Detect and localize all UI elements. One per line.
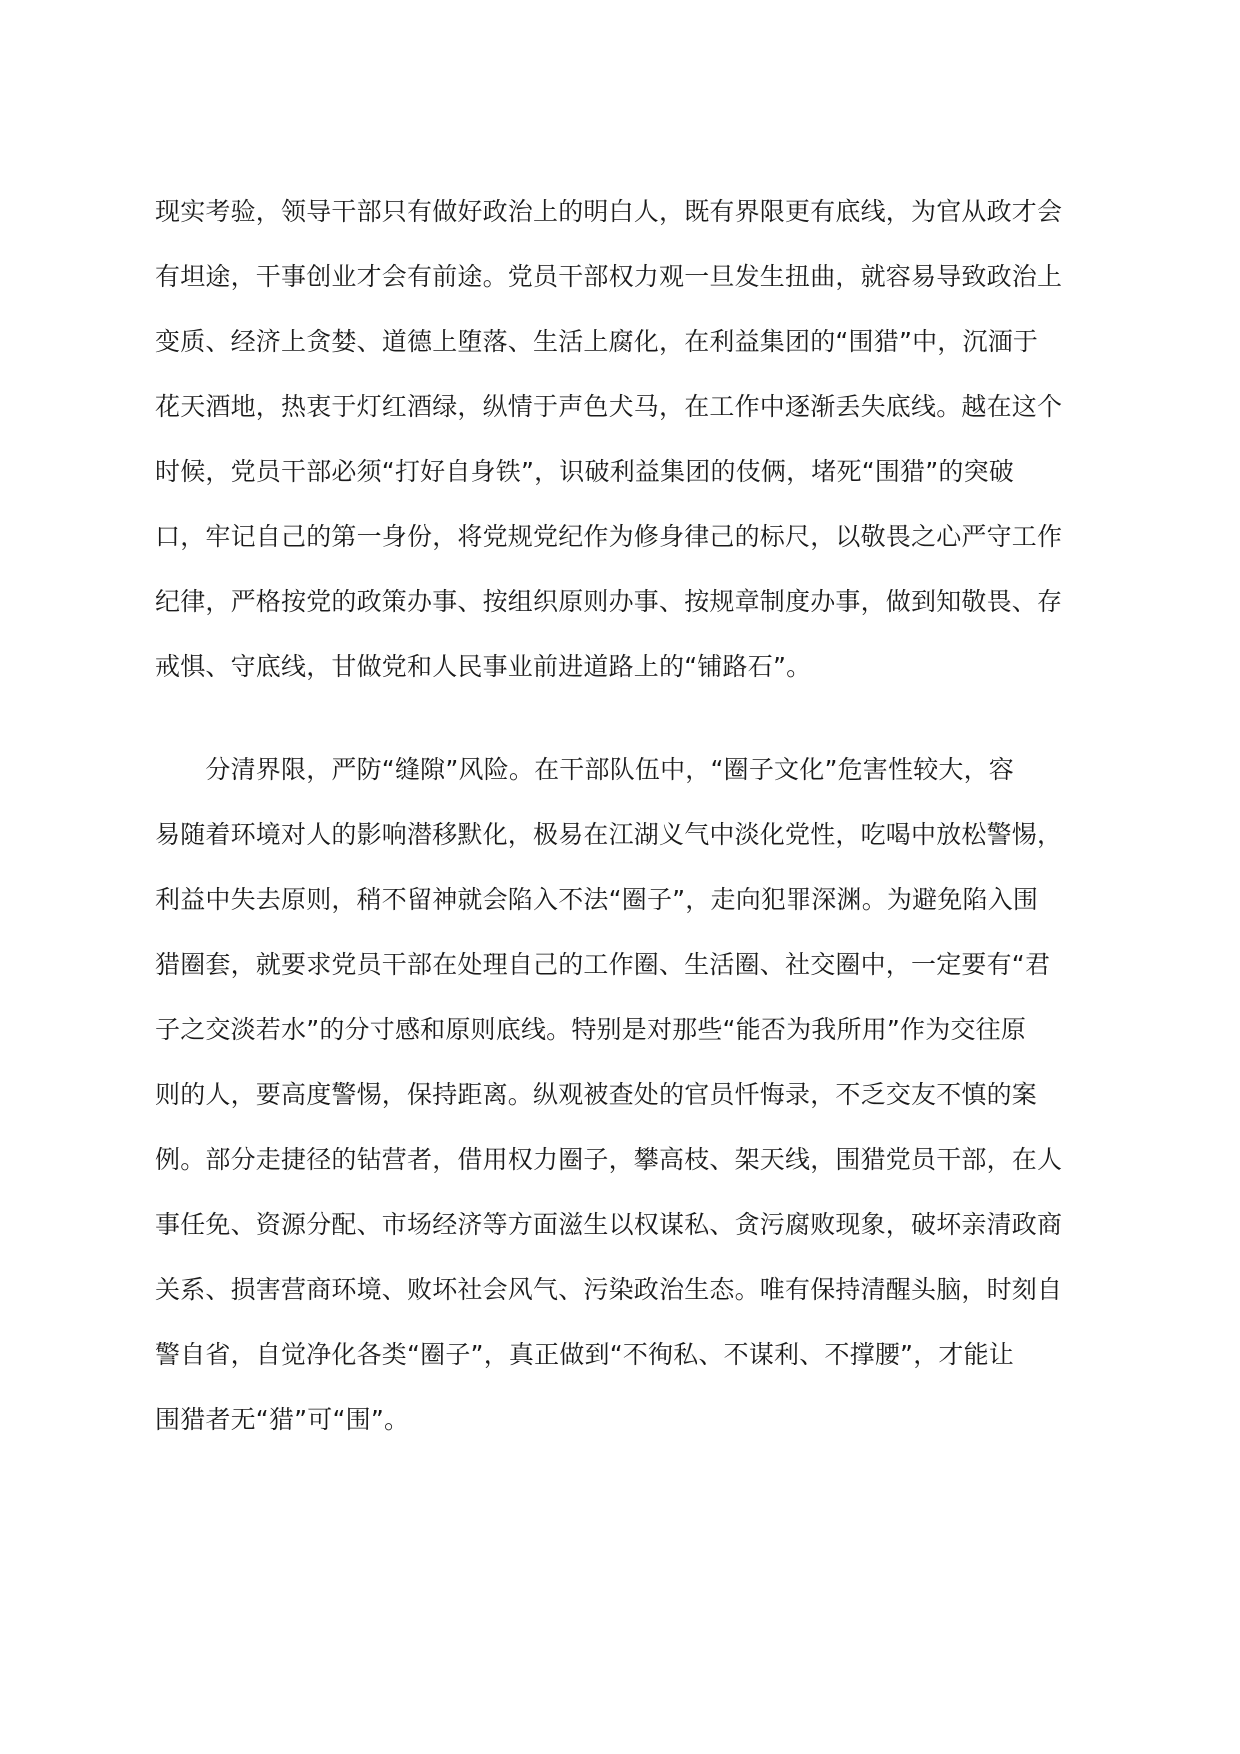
text-line: 变质、经济上贪婪、道德上堕落、生活上腐化，在利益集团的“围猎”中，沉湎于 — [155, 327, 1039, 356]
text-line: 子之交淡若水”的分寸感和原则底线。特别是对那些“能否为我所用”作为交往原 — [155, 1015, 1027, 1044]
text-line: 围猎者无“猎”可“围”。 — [155, 1405, 410, 1434]
text-line: 例。部分走捷径的钻营者，借用权力圈子，攀高枝、架天线，围猎党员干部，在人 — [155, 1145, 1063, 1174]
text-line: 分清界限，严防“缝隙”风险。在干部队伍中，“圈子文化”危害性较大，容 — [155, 755, 1015, 784]
text-line: 关系、损害营商环境、败坏社会风气、污染政治生态。唯有保持清醒头脑，时刻自 — [155, 1275, 1063, 1304]
text-line: 纪律，严格按党的政策办事、按组织原则办事、按规章制度办事，做到知敬畏、存 — [155, 587, 1063, 616]
text-line: 猎圈套，就要求党员干部在处理自己的工作圈、生活圈、社交圈中，一定要有“君 — [155, 950, 1051, 979]
text-line: 事任免、资源分配、市场经济等方面滋生以权谋私、贪污腐败现象，破坏亲清政商 — [155, 1210, 1063, 1239]
text-line: 警自省，自觉净化各类“圈子”，真正做到“不徇私、不谋利、不撑腰”，才能让 — [155, 1340, 1015, 1369]
text-line: 戒惧、守底线，甘做党和人民事业前进道路上的“铺路石”。 — [155, 652, 812, 681]
text-line: 现实考验，领导干部只有做好政治上的明白人，既有界限更有底线，为官从政才会 — [155, 197, 1063, 226]
text-line: 利益中失去原则，稍不留神就会陷入不法“圈子”，走向犯罪深渊。为避免陷入围 — [155, 885, 1039, 914]
text-line: 易随着环境对人的影响潜移默化，极易在江湖义气中淡化党性，吃喝中放松警惕， — [155, 820, 1063, 849]
text-line: 花天酒地，热衷于灯红酒绿，纵情于声色犬马，在工作中逐渐丢失底线。越在这个 — [155, 392, 1063, 421]
text-line: 则的人，要高度警惕，保持距离。纵观被查处的官员忏悔录，不乏交友不慎的案 — [155, 1080, 1038, 1109]
text-line: 有坦途，干事创业才会有前途。党员干部权力观一旦发生扭曲，就容易导致政治上 — [155, 262, 1063, 291]
text-line: 时候，党员干部必须“打好自身铁”，识破利益集团的伎俩，堵死“围猎”的突破 — [155, 457, 1015, 486]
text-line: 口，牢记自己的第一身份，将党规党纪作为修身律己的标尺，以敬畏之心严守工作 — [155, 522, 1063, 551]
